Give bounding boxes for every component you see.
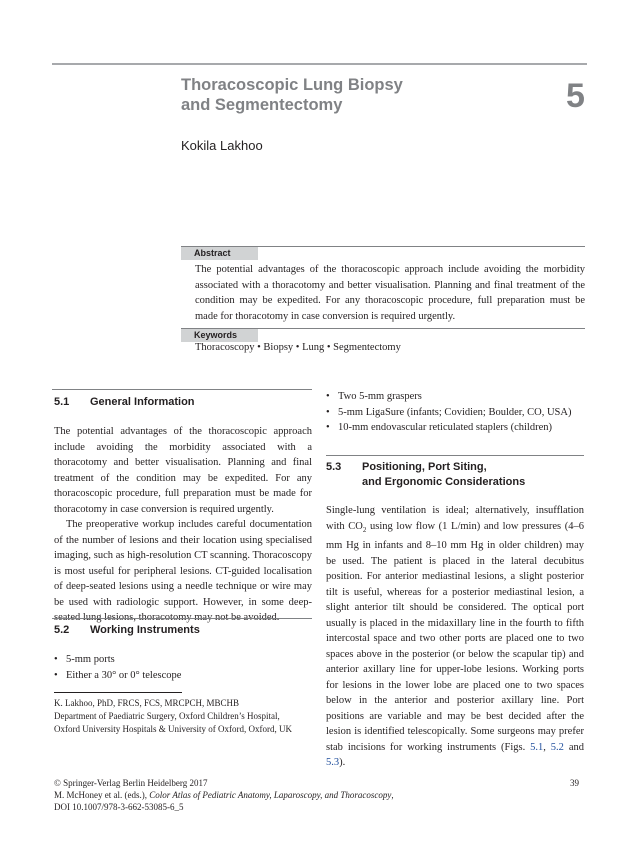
section-5-1-rule <box>52 389 312 390</box>
figure-link-5-1[interactable]: 5.1 <box>530 741 544 753</box>
section-5-3-end: ). <box>339 757 346 769</box>
list-item: • Either a 30° or 0° telescope <box>54 668 312 684</box>
list-item: • Two 5-mm graspers <box>326 389 584 405</box>
section-5-1-body <box>54 424 312 626</box>
page-footer <box>54 777 574 813</box>
page-number: 39 <box>570 778 579 788</box>
section-5-1-title: General Information <box>90 396 195 408</box>
section-5-3-title-line1: Positioning, Port Siting, <box>362 461 487 473</box>
figure-link-5-3[interactable]: 5.3 <box>326 757 340 769</box>
section-5-2-list <box>54 652 312 683</box>
abstract-label: Abstract <box>181 247 258 260</box>
footnote-rule <box>54 692 182 693</box>
chapter-title-line2: and Segmentectomy <box>181 96 343 114</box>
figure-link-5-2[interactable]: 5.2 <box>550 741 564 753</box>
top-rule <box>52 63 587 65</box>
list-item: • 5-mm ports <box>54 652 312 668</box>
section-5-3-rule <box>326 455 584 456</box>
section-5-3-title-line2: and Ergonomic Considerations <box>362 476 526 488</box>
chapter-author: Kokila Lakhoo <box>181 138 263 153</box>
section-5-2-number: 5.2 <box>54 624 70 636</box>
list-item: • 10-mm endovascular reticulated staplers (children) <box>326 420 584 436</box>
figure-separator: and <box>563 741 584 753</box>
section-5-3-body <box>326 503 584 771</box>
abstract-text: The potential advantages of the thoracoscopic approach include avoiding the morbidity associated with a thoracotomy and better visualisation. Planning and final treatment of the condition may be expedited. For any thoracoscopic procedure, full preparation must be made for thoracotomy in case conversion is required urgently. <box>195 264 585 322</box>
section-5-1-para1: The potential advantages of the thoracoscopic approach include avoiding the morbidity associated with a thoracotomy and better visualisation. Planning and final treatment of the condition may be expedited. For any thoracoscopic procedure, full preparation must be made for thoracotomy in case conversion is required urgently. <box>54 426 312 515</box>
figure-separator: , <box>543 741 551 753</box>
citation-book-title: Color Atlas of Pediatric Anatomy, Laparoscopy, and Thoracoscopy <box>149 790 392 800</box>
citation-editors: M. McHoney et al. (eds.), <box>54 790 150 800</box>
section-5-2-list-continued <box>326 389 584 436</box>
section-5-3-text-b: using low flow (1 L/min) and low pressures (4–6 mm Hg in infants and 8–10 mm Hg in older children) may be used. The patient is placed in the lateral decubitus position. For anterior mediastinal lesions, a slight posterior tilt is useful, whereas for a posterior mediastinal lesion, a slight anterior tilt should be considered. The optical port usually is placed in the midaxillary line in the fourth to fifth intercostal space and two other ports are placed one to two spaces above in the posterior (or below the scapular tip) and anterior axillary line for upper-lobe lesions. Working ports for lesions in the lower lobe are placed one to two spaces below in the anterior and posterior axillary line. Port positions are variable and may be best decided after the lesion is identified telescopically. Some surgeons may prefer stab incisions for working instruments (Figs. <box>326 520 584 753</box>
section-5-3-heading <box>326 460 525 490</box>
section-5-2-heading <box>54 623 200 638</box>
section-5-1-number: 5.1 <box>54 396 70 408</box>
author-footnote <box>54 697 314 736</box>
keywords-label: Keywords <box>181 329 258 342</box>
copyright-line: © Springer-Verlag Berlin Heidelberg 2017 <box>54 778 208 788</box>
chapter-title <box>181 75 403 115</box>
footnote-line3: Oxford University Hospitals & University of Oxford, Oxford, UK <box>54 724 292 734</box>
chapter-title-line1: Thoracoscopic Lung Biopsy <box>181 76 403 94</box>
section-5-3-number: 5.3 <box>326 461 342 473</box>
doi-line: DOI 10.1007/978-3-662-53085-6_5 <box>54 802 184 812</box>
section-5-3-para <box>326 503 584 771</box>
co2-subscript: 2 <box>362 525 367 534</box>
citation-comma: , <box>391 790 394 800</box>
chapter-number: 5 <box>566 77 585 115</box>
list-item: • 5-mm LigaSure (infants; Covidien; Boulder, CO, USA) <box>326 405 584 421</box>
section-5-2-title: Working Instruments <box>90 624 200 636</box>
section-5-2-rule <box>52 618 312 619</box>
keywords-text: Thoracoscopy • Biopsy • Lung • Segmentectomy <box>195 342 401 353</box>
section-5-1-para2: The preoperative workup includes careful documentation of the number of lesions and their location using specialised imaging, such as high-resolution CT scanning. Thoracoscopy is most useful for peripheral lesions. CT-guided localisation of deep-seated lesions using a needle technique or wire may be used with radiologic support. However, in some deep- <box>54 519 312 608</box>
section-5-1-heading <box>54 395 195 410</box>
footnote-line2: Department of Paediatric Surgery, Oxford Children’s Hospital, <box>54 711 280 721</box>
citation-line <box>54 789 574 801</box>
footnote-line1: K. Lakhoo, PhD, FRCS, FCS, MRCPCH, MBCHB <box>54 698 240 708</box>
section-5-3-text-a: Single-lung ventilation is ideal; alternatively, insufflation with CO <box>326 505 584 532</box>
